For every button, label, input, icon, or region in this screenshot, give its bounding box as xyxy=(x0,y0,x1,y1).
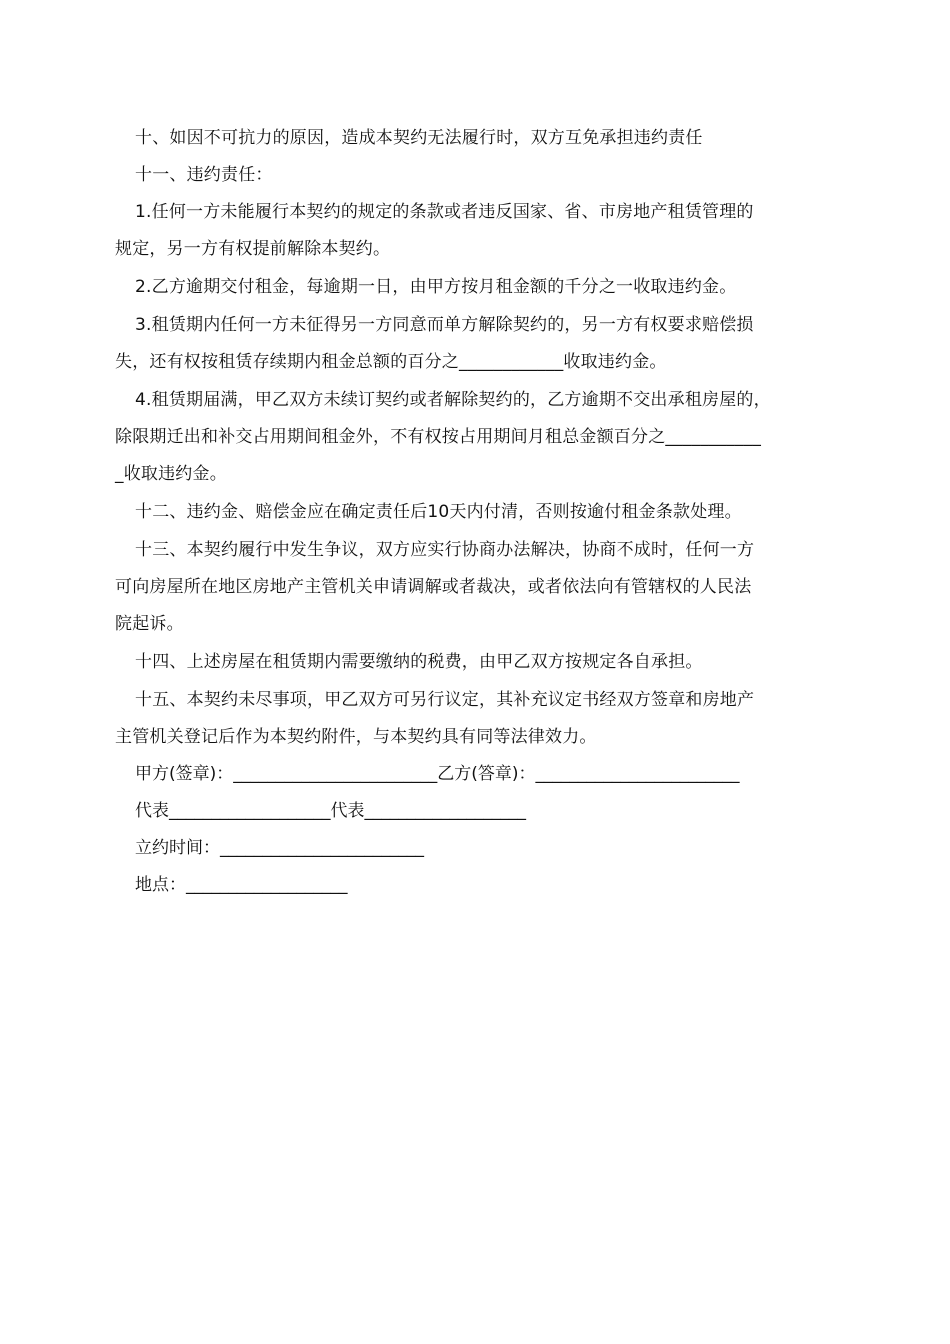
clause-13-line-2: 可向房屋所在地区房地产主管机关申请调解或者裁决，或者依法向有管辖权的人民法 xyxy=(115,577,752,597)
signature-representatives: 代表___________________代表___________________ xyxy=(135,801,526,821)
clause-15-line-2: 主管机关登记后作为本契约附件，与本契约具有同等法律效力。 xyxy=(115,727,597,747)
clause-15-line-1: 十五、本契约未尽事项，甲乙双方可另行议定，其补充议定书经双方签章和房地产 xyxy=(135,690,755,710)
clause-12: 十二、违约金、赔偿金应在确定责任后10天内付清，否则按逾付租金条款处理。 xyxy=(135,502,742,522)
clause-14: 十四、上述房屋在租赁期内需要缴纳的税费，由甲乙双方按规定各自承担。 xyxy=(135,652,703,672)
clause-11-4-line-2: 除限期迁出和补交占用期间租金外，不有权按占用期间月租总金额百分之___________ xyxy=(115,427,762,447)
signature-place: 地点：___________________ xyxy=(135,875,348,895)
clause-11-3-line-1: 3.租赁期内任何一方未征得另一方同意而单方解除契约的，另一方有权要求赔偿损 xyxy=(135,315,754,335)
clause-10: 十、如因不可抗力的原因，造成本契约无法履行时，双方互免承担违约责任 xyxy=(135,128,703,148)
clause-11-2: 2.乙方逾期交付租金，每逾期一日，由甲方按月租金额的千分之一收取违约金。 xyxy=(135,277,737,297)
clause-13-line-1: 十三、本契约履行中发生争议，双方应实行协商办法解决，协商不成时，任何一方 xyxy=(135,540,755,560)
signature-date: 立约时间：________________________ xyxy=(135,838,424,858)
signature-parties: 甲方(签章)：________________________乙方(答章)：________________________ xyxy=(135,764,740,784)
clause-11-3-line-2: 失，还有权按租赁存续期内租金总额的百分之____________收取违约金。 xyxy=(115,352,667,372)
clause-11-title: 十一、违约责任： xyxy=(135,165,273,185)
clause-11-1-line-1: 1.任何一方未能履行本契约的规定的条款或者违反国家、省、市房地产租赁管理的 xyxy=(135,202,754,222)
clause-11-4-line-1: 4.租赁期届满，甲乙双方未续订契约或者解除契约的，乙方逾期不交出承租房屋的， xyxy=(135,390,771,410)
clause-13-line-3: 院起诉。 xyxy=(115,614,184,634)
clause-11-1-line-2: 规定，另一方有权提前解除本契约。 xyxy=(115,239,391,259)
clause-11-4-line-3: _收取违约金。 xyxy=(115,464,227,484)
